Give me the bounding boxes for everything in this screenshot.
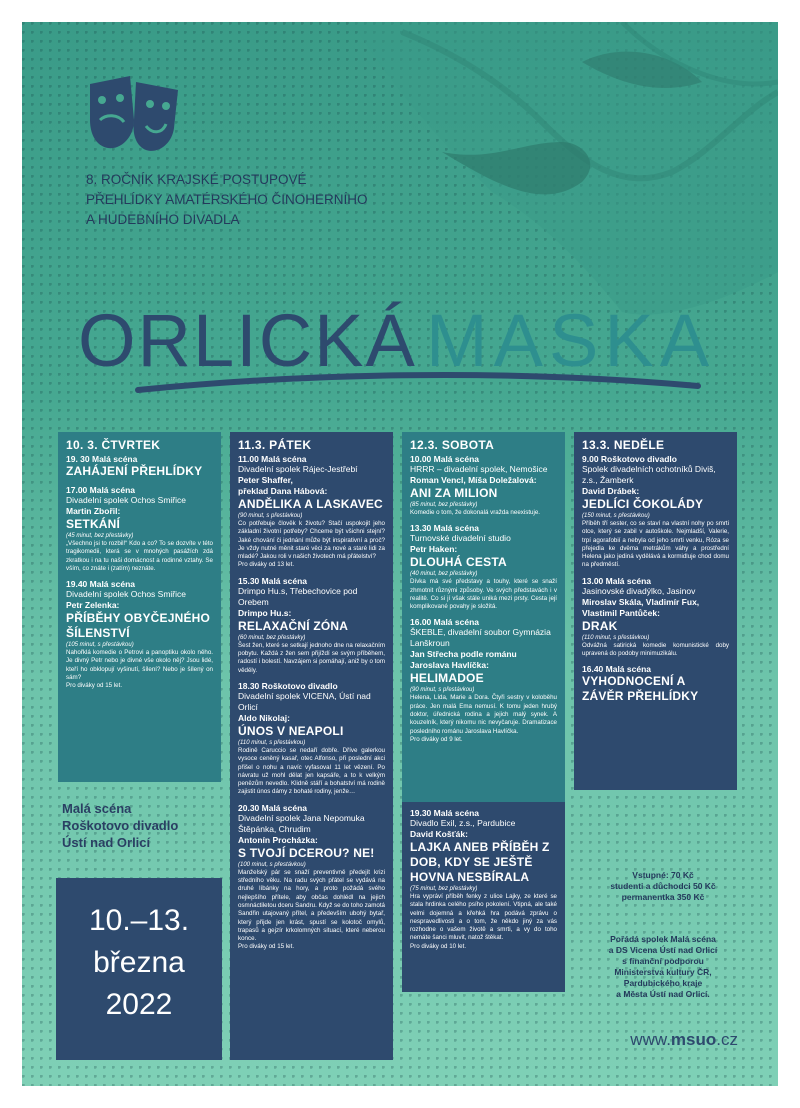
event-age-note: Pro diváky od 15 let.	[66, 682, 123, 690]
event-duration: (85 minut, bez přestávky)	[410, 502, 478, 508]
event-dlouha-cesta	[410, 523, 557, 611]
event-title: ANI ZA MILION	[410, 486, 498, 500]
event-lajka	[410, 808, 557, 951]
event-description: Co potřebuje člověk k životu? Stačí uspokojit jeho základní životní potřeby? Chceme být všichni stejní? Jaké chování či jednání může být inspirativní a proč? Je vždy nutné měnit staré věci za nové a staré lidi za mladé? Jakou roli v našich životech má přátelství?	[238, 520, 385, 561]
event-age-note: Pro diváky od 15 let.	[238, 943, 295, 951]
theatre-masks-logo	[86, 76, 182, 156]
day-header: 13.3. NEDĚLE	[582, 438, 665, 452]
event-group: Divadelní spolek Rájec-Jestřebí	[238, 464, 358, 474]
organizer-line: a Města Ústí nad Orlicí.	[616, 989, 710, 999]
event-ani-za-milion	[410, 454, 557, 517]
organizer-line: a DS Vicena Ústí nad Orlicí	[608, 945, 718, 955]
event-jedlici-cokolady	[582, 454, 729, 570]
event-duration: (40 minut, bez přestávky)	[410, 571, 478, 578]
organizer-line: s finanční podporou	[622, 956, 704, 966]
event-description: Manželský pár se snaží preventivně předejít krizi středního věku. Na radu svých přátel se vydává na druhé líbánky na hory, a proto požádá svého nejlepšího přítele, aby občas dohlédl na jejich osmnáctiletou dceru Sandru. Když se do toho zamotá Sandřin utajovaný přítel, a především ubohý bytař, který přijde jen krást, spustí se kolotoč omylů, trapasů a gejzír krkolomných situací, které neberou konce.	[238, 868, 385, 943]
event-title: JEDLÍCI ČOKOLÁDY	[582, 497, 704, 511]
event-duration: (110 minut, s přestávkou)	[582, 634, 650, 641]
event-time: 19. 30 Malá scéna	[66, 454, 138, 464]
event-drak	[582, 576, 729, 659]
event-title: RELAXAČNÍ ZÓNA	[238, 618, 349, 633]
poster	[22, 22, 778, 1086]
festival-dates	[56, 878, 222, 1060]
event-helimadoe	[410, 617, 557, 744]
event-author: Petr Zelenka:	[66, 600, 120, 611]
event-duration: (90 minut, s přestávkou)	[238, 513, 303, 519]
event-author: Drimpo Hu.s:	[238, 607, 292, 618]
event-author: Petr Haken:	[410, 544, 458, 555]
event-s-tvoji-dcerou	[238, 803, 385, 952]
title-part-maska: MASKA	[426, 299, 716, 382]
event-time: 17.00 Malá scéna	[66, 485, 135, 495]
event-time: 13.30 Malá scéna	[410, 523, 479, 534]
day-header: 11.3. PÁTEK	[238, 438, 312, 452]
intro-line: 8. ROČNÍK KRAJSKÉ POSTUPOVÉ	[86, 172, 307, 187]
day-column-saturday-evening	[402, 802, 565, 992]
event-group: Divadelní spolek Ochos Smiřice	[66, 495, 186, 505]
organizer-info	[588, 934, 738, 1000]
event-title: ZAHÁJENÍ PŘEHLÍDKY	[66, 464, 203, 478]
event-title: LAJKA ANEB PŘÍBĚH Z DOB, KDY SE JEŠTĚ HOVNA NESBÍRALA	[410, 840, 550, 884]
event-duration: (90 minut, s přestávkou)	[410, 687, 475, 694]
date-year: 2022	[105, 988, 173, 1021]
website-prefix: www.	[630, 1030, 671, 1049]
event-pribehy	[66, 579, 213, 690]
event-author: Roman Vencl, Míša Doležalová:	[410, 475, 537, 485]
event-author: David Košťák:	[410, 829, 468, 839]
event-group: HRRR – divadelní spolek, Nemošice	[410, 464, 548, 474]
event-translator: překlad Dana Hábová:	[238, 486, 328, 496]
date-range: 10.–13.	[88, 904, 190, 937]
day-header: 12.3. SOBOTA	[410, 438, 495, 452]
event-title: DLOUHÁ CESTA	[410, 555, 507, 570]
venue-line: Roškotovo divadlo	[62, 818, 179, 833]
event-time: 10.00 Malá scéna	[410, 454, 479, 464]
organizer-line: Pořádá spolek Malá scéna	[610, 934, 716, 944]
event-closing	[582, 664, 729, 704]
event-unos-v-neapoli	[238, 681, 385, 797]
venue-line: Ústí nad Orlicí	[62, 835, 151, 850]
intro-line: A HUDEBNÍHO DIVADLA	[86, 212, 240, 227]
event-group: Spolek divadelních ochotníků Diviš, z.s., Žamberk	[582, 464, 716, 485]
event-description: Hra vypráví příběh fenky z ulice Lajky, ze které se stala hrdinka celého psího pokolení. Vtipná, ale také velmi dojemná a křehká hra podává zprávu o nespravedlivosti a o tom, že někdo jiný za vás rozhodne o vašem životě a smrti, a vy do toho nemáte šanci mluvit, natož štěkat.	[410, 893, 557, 942]
festival-intro	[86, 170, 446, 230]
date-month: března	[93, 946, 185, 979]
price-line: Vstupné: 70 Kč	[632, 870, 694, 880]
event-time: 20.30 Malá scéna	[238, 802, 307, 813]
event-duration: (110 minut, s přestávkou)	[238, 739, 306, 746]
event-description: Příběh tří sester, co se staví na vlastní nohy po smrti otce, který se zabil v autoškole. Nejmladší, Valerie, trpí agorafobií a nebyla od jeho smrti venku, Róza se přejedla ke dvěma metrákům váhy a prostřední Helena jako jediná vydělává a kormidluje chod domu na předměstí.	[582, 520, 729, 569]
event-title: VYHODNOCENÍ A ZÁVĚR PŘEHLÍDKY	[582, 674, 699, 704]
event-description: „Všechno jsi to rozbil!“ Kdo a co? To se dozvíte v této tragikomedii, která se v mnohých pasážích zdá zkratkou i na tu naši domácnost a rodinné vztahy. Se vším, co znáte i (zatím) neznáte.	[66, 540, 213, 572]
event-title: ANDĚLIKA A LASKAVEC	[238, 497, 383, 511]
event-time: 18.30 Roškotovo divadlo	[238, 680, 338, 691]
event-title: ÚNOS V NEAPOLI	[238, 723, 344, 738]
event-description: Rodině Caruccio se nedaří dobře. Dříve galerkou vysoce ceněný kasař, otec Alfonso, při poslední akci přišel o nohu a navíc vyfasoval 11 let vězení. Po návratu už mohl dělat jen kapsáře, a to k velkým penězům nevedlo. Klidně stáří a bohatství má rodině zajistit únos dámy z bohaté rodiny, jenže…	[238, 746, 385, 796]
event-title: PŘÍBĚHY OBYČEJNÉHO ŠÍLENSTVÍ	[66, 611, 211, 641]
event-time: 13.00 Malá scéna	[582, 575, 651, 586]
website-suffix: .cz	[716, 1030, 738, 1049]
event-group: Drimpo Hu.s, Třebechovice pod Orebem	[238, 585, 358, 607]
event-time: 19.30 Malá scéna	[410, 808, 479, 818]
price-line: studenti a důchodci 50 Kč	[610, 881, 716, 891]
venue-address	[62, 800, 232, 851]
event-group: Turnovské divadelní studio	[410, 533, 511, 544]
event-duration: (150 minut, s přestávkou)	[582, 513, 650, 519]
website-link[interactable]	[588, 1030, 738, 1050]
event-author: Jan Střecha podle románu	[410, 649, 517, 660]
event-description: Nahořklá komedie o Petrovi a panoptiku okolo něho. Je divný Petr nebo je divné vše okolo něj? Jsou lidé, kteří ho obklopují vyšinutí, šílení? Nebo je šílený on sám?	[66, 649, 213, 682]
event-andelika	[238, 454, 385, 570]
event-duration: (45 minut, bez přestávky)	[66, 533, 134, 539]
event-description: Helena, Lída, Marie a Dora. Čtyři sestry v koloběhu práce. Jen malá Ema nemusí. K tomu jeden hrubý doktor, úřednická rodina a jejich malý synek. A kouzelník, který nikomu nic nevyčaruje. Dramatizace posledního románu Jaroslava Havlíčka.	[410, 694, 557, 735]
title-part-orlicka: ORLICKÁ	[78, 299, 417, 382]
day-column-sunday	[574, 432, 737, 790]
intro-line: PŘEHLÍDKY AMATÉRSKÉHO ČINOHERNÍHO	[86, 192, 368, 207]
event-author: Aldo Nikolaj:	[238, 712, 290, 723]
event-age-note: Pro diváky od 9 let.	[410, 735, 463, 743]
festival-title	[78, 290, 758, 420]
event-setkani	[66, 485, 213, 573]
event-age-note: Pro diváky od 10 let.	[410, 942, 467, 950]
event-group: Jasinovské divadýlko, Jasinov	[582, 585, 696, 596]
event-time: 16.00 Malá scéna	[410, 617, 479, 628]
event-time: 15.30 Malá scéna	[238, 575, 307, 586]
day-column-thursday	[58, 432, 221, 782]
event-group: Divadelní spolek Ochos Smiřice	[66, 589, 186, 600]
event-description: Šest žen, které se setkají jednoho dne na relaxačním pobytu. Každá z žen sem přijíždí se svým příběhem, radostí i bolestí. Navzájem si pomáhají, aniž by o tom věděly.	[238, 641, 385, 674]
event-description: Odvážná satirická komedie komunistické doby upravená do podoby minimuzikálu.	[582, 641, 729, 658]
event-age-note: Pro diváky od 13 let.	[238, 561, 295, 569]
event-group: Divadlo Exil, z.s., Pardubice	[410, 818, 516, 828]
event-author: Miroslav Skála, Vladimír Fux,	[582, 596, 700, 607]
event-time: 11.00 Malá scéna	[238, 454, 307, 464]
event-title: S TVOJÍ DCEROU? NE!	[238, 845, 375, 860]
event-group: Divadelní spolek Jana Nepomuka Štěpánka, Chrudim	[238, 812, 365, 834]
event-opening	[66, 454, 213, 479]
organizer-line: Pardubického kraje	[623, 978, 703, 988]
event-duration: (105 minut, s přestávkou)	[66, 642, 134, 649]
event-author: Antonín Procházka:	[238, 834, 318, 845]
event-relaxacni-zona	[238, 576, 385, 675]
event-time: 16.40 Malá scéna	[582, 664, 651, 675]
event-duration: (60 minut, bez přestávky)	[238, 634, 306, 641]
event-author: Peter Shaffer,	[238, 475, 293, 485]
event-duration: (75 minut, bez přestávky)	[410, 886, 478, 892]
day-header: 10. 3. ČTVRTEK	[66, 438, 161, 452]
event-author-line2: Vlastimil Pantůček:	[582, 607, 660, 618]
event-title: SETKÁNÍ	[66, 517, 121, 531]
price-line: permanentka 350 Kč	[621, 892, 705, 902]
website-domain: msuo	[670, 1030, 717, 1049]
event-time: 19.40 Malá scéna	[66, 579, 135, 590]
event-time: 9.00 Roškotovo divadlo	[582, 454, 677, 464]
event-description: Dívka má své představy a touhy, které se snaží zhmotnit různými způsoby. Ve svých představách i v realitě. Co si jí však stále uniká mezi prsty. Cesta její komplikované povahy je složitá.	[410, 578, 557, 611]
event-author: David Drábek:	[582, 486, 640, 496]
event-group: ŠKEBLE, divadelní soubor Gymnázia Lanškroun	[410, 627, 551, 649]
organizer-line: Ministerstva kultury ČR,	[614, 967, 712, 977]
event-duration: (100 minut, s přestávkou)	[238, 861, 306, 868]
event-title: HELIMADOE	[410, 671, 484, 686]
event-author-line2: Jaroslava Havlíčka:	[410, 660, 489, 671]
event-group: Divadelní spolek VICENA, Ústí nad Orlicí	[238, 690, 371, 712]
venue-line: Malá scéna	[62, 801, 132, 816]
day-column-friday	[230, 432, 393, 1060]
event-title: DRAK	[582, 618, 618, 633]
event-description: Komedie o tom, že dokonalá vražda neexistuje.	[410, 509, 541, 516]
ticket-prices	[588, 870, 738, 903]
event-author: Martin Zbořil:	[66, 506, 121, 516]
